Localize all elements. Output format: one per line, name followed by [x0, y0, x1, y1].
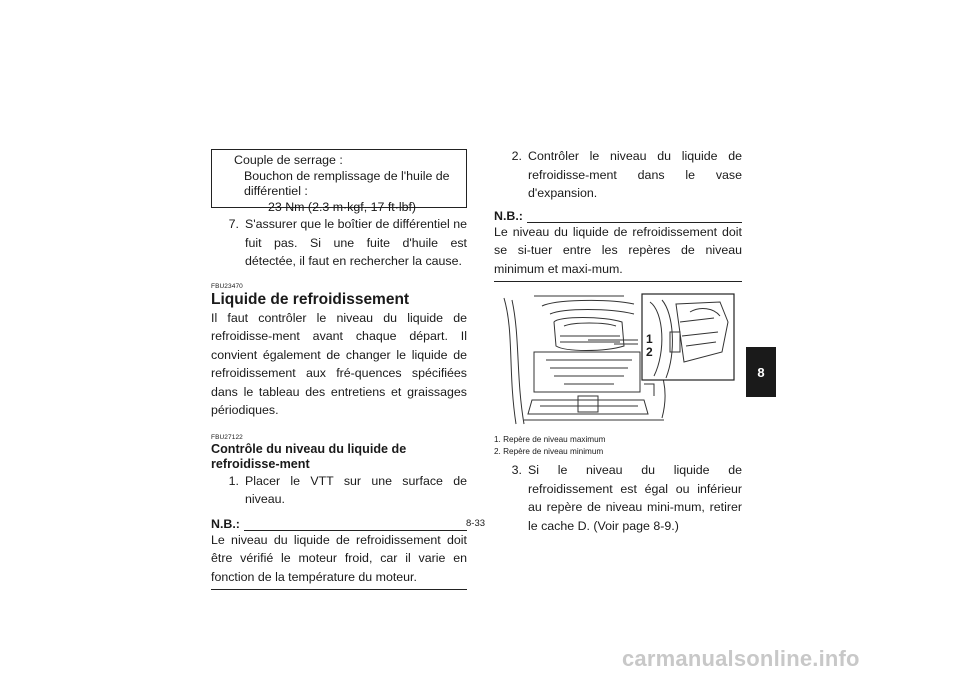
- step-number: 7.: [228, 217, 239, 231]
- note-text: Le niveau du liquide de refroidissement doit être vérifié le moteur froid, car il varie en fonction de la température du moteur.: [211, 532, 467, 584]
- step-text: Contrôler le niveau du liquide de refroidisse-ment dans le vase d'expansion.: [528, 149, 742, 200]
- step-text: Placer le VTT sur une surface de niveau.: [245, 473, 467, 506]
- figure-caption-1: 1. Repère de niveau maximum: [494, 435, 606, 444]
- note-rule: [527, 212, 742, 223]
- step-number: 3.: [511, 463, 522, 477]
- note-end-rule: [211, 589, 467, 590]
- subsection-heading: Contrôle du niveau du liquide de refroidisse-ment: [211, 441, 407, 471]
- figure-caption-2: 2. Repère de niveau minimum: [494, 446, 604, 456]
- note-text: Le niveau du liquide de refroidissement doit se si-tuer entre les repères de niveau minimum et maxi-mum.: [494, 224, 742, 276]
- coolant-intro-paragraph: Il faut contrôler le niveau du liquide de refroidisse-ment avant chaque départ. Il convient également de changer le liquide de refroidissement aux fré-quences spécifiées dans le tableau des entretiens et graissages périodiques.: [211, 310, 467, 417]
- step-1: [211, 472, 467, 509]
- figure-callout-2: 2: [646, 345, 653, 359]
- step-text: Si le niveau du liquide de refroidissement est égal ou inférieur au repère de niveau mini-mum, retirer le cache D. (Voir page 8-9.): [528, 463, 742, 533]
- torque-spec-item-cont: différentiel :: [244, 184, 308, 198]
- right-column: [494, 147, 742, 535]
- step-number: 1.: [228, 473, 239, 488]
- left-column: [211, 215, 467, 590]
- note-end-rule: [494, 281, 742, 282]
- watermark: carmanualsonline.info: [622, 646, 860, 671]
- step-text: S'assurer que le boîtier de différentiel ne fuit pas. Si une fuite d'huile est détectée, il faut en rechercher la cause.: [245, 217, 467, 268]
- coolant-reservoir-illustration: [494, 292, 738, 430]
- note-header: [211, 517, 467, 531]
- reservoir-line-drawing: [494, 292, 738, 430]
- torque-spec-title: Couple de serrage :: [234, 153, 343, 167]
- section-heading: Liquide de refroidissement: [211, 290, 410, 308]
- torque-spec-box: [211, 149, 467, 214]
- note-label: N.B.:: [494, 208, 523, 223]
- note-rule: [244, 520, 467, 531]
- section-code: FBU23470: [211, 282, 243, 290]
- step-number: 2.: [511, 149, 522, 163]
- page-number: 8-33: [466, 518, 486, 529]
- torque-spec-value: 23 Nm (2.3 m·kgf, 17 ft·lbf): [268, 199, 417, 214]
- chapter-tab: 8: [746, 347, 776, 397]
- step-2: [494, 147, 742, 203]
- subsection-code: FBU27122: [211, 433, 243, 441]
- step-3: [494, 461, 742, 535]
- step-7: [211, 215, 467, 271]
- note-label: N.B.:: [211, 516, 240, 531]
- note-header: [494, 209, 742, 223]
- torque-spec-item: Bouchon de remplissage de l'huile de: [244, 168, 450, 183]
- figure-callout-1: 1: [646, 332, 653, 346]
